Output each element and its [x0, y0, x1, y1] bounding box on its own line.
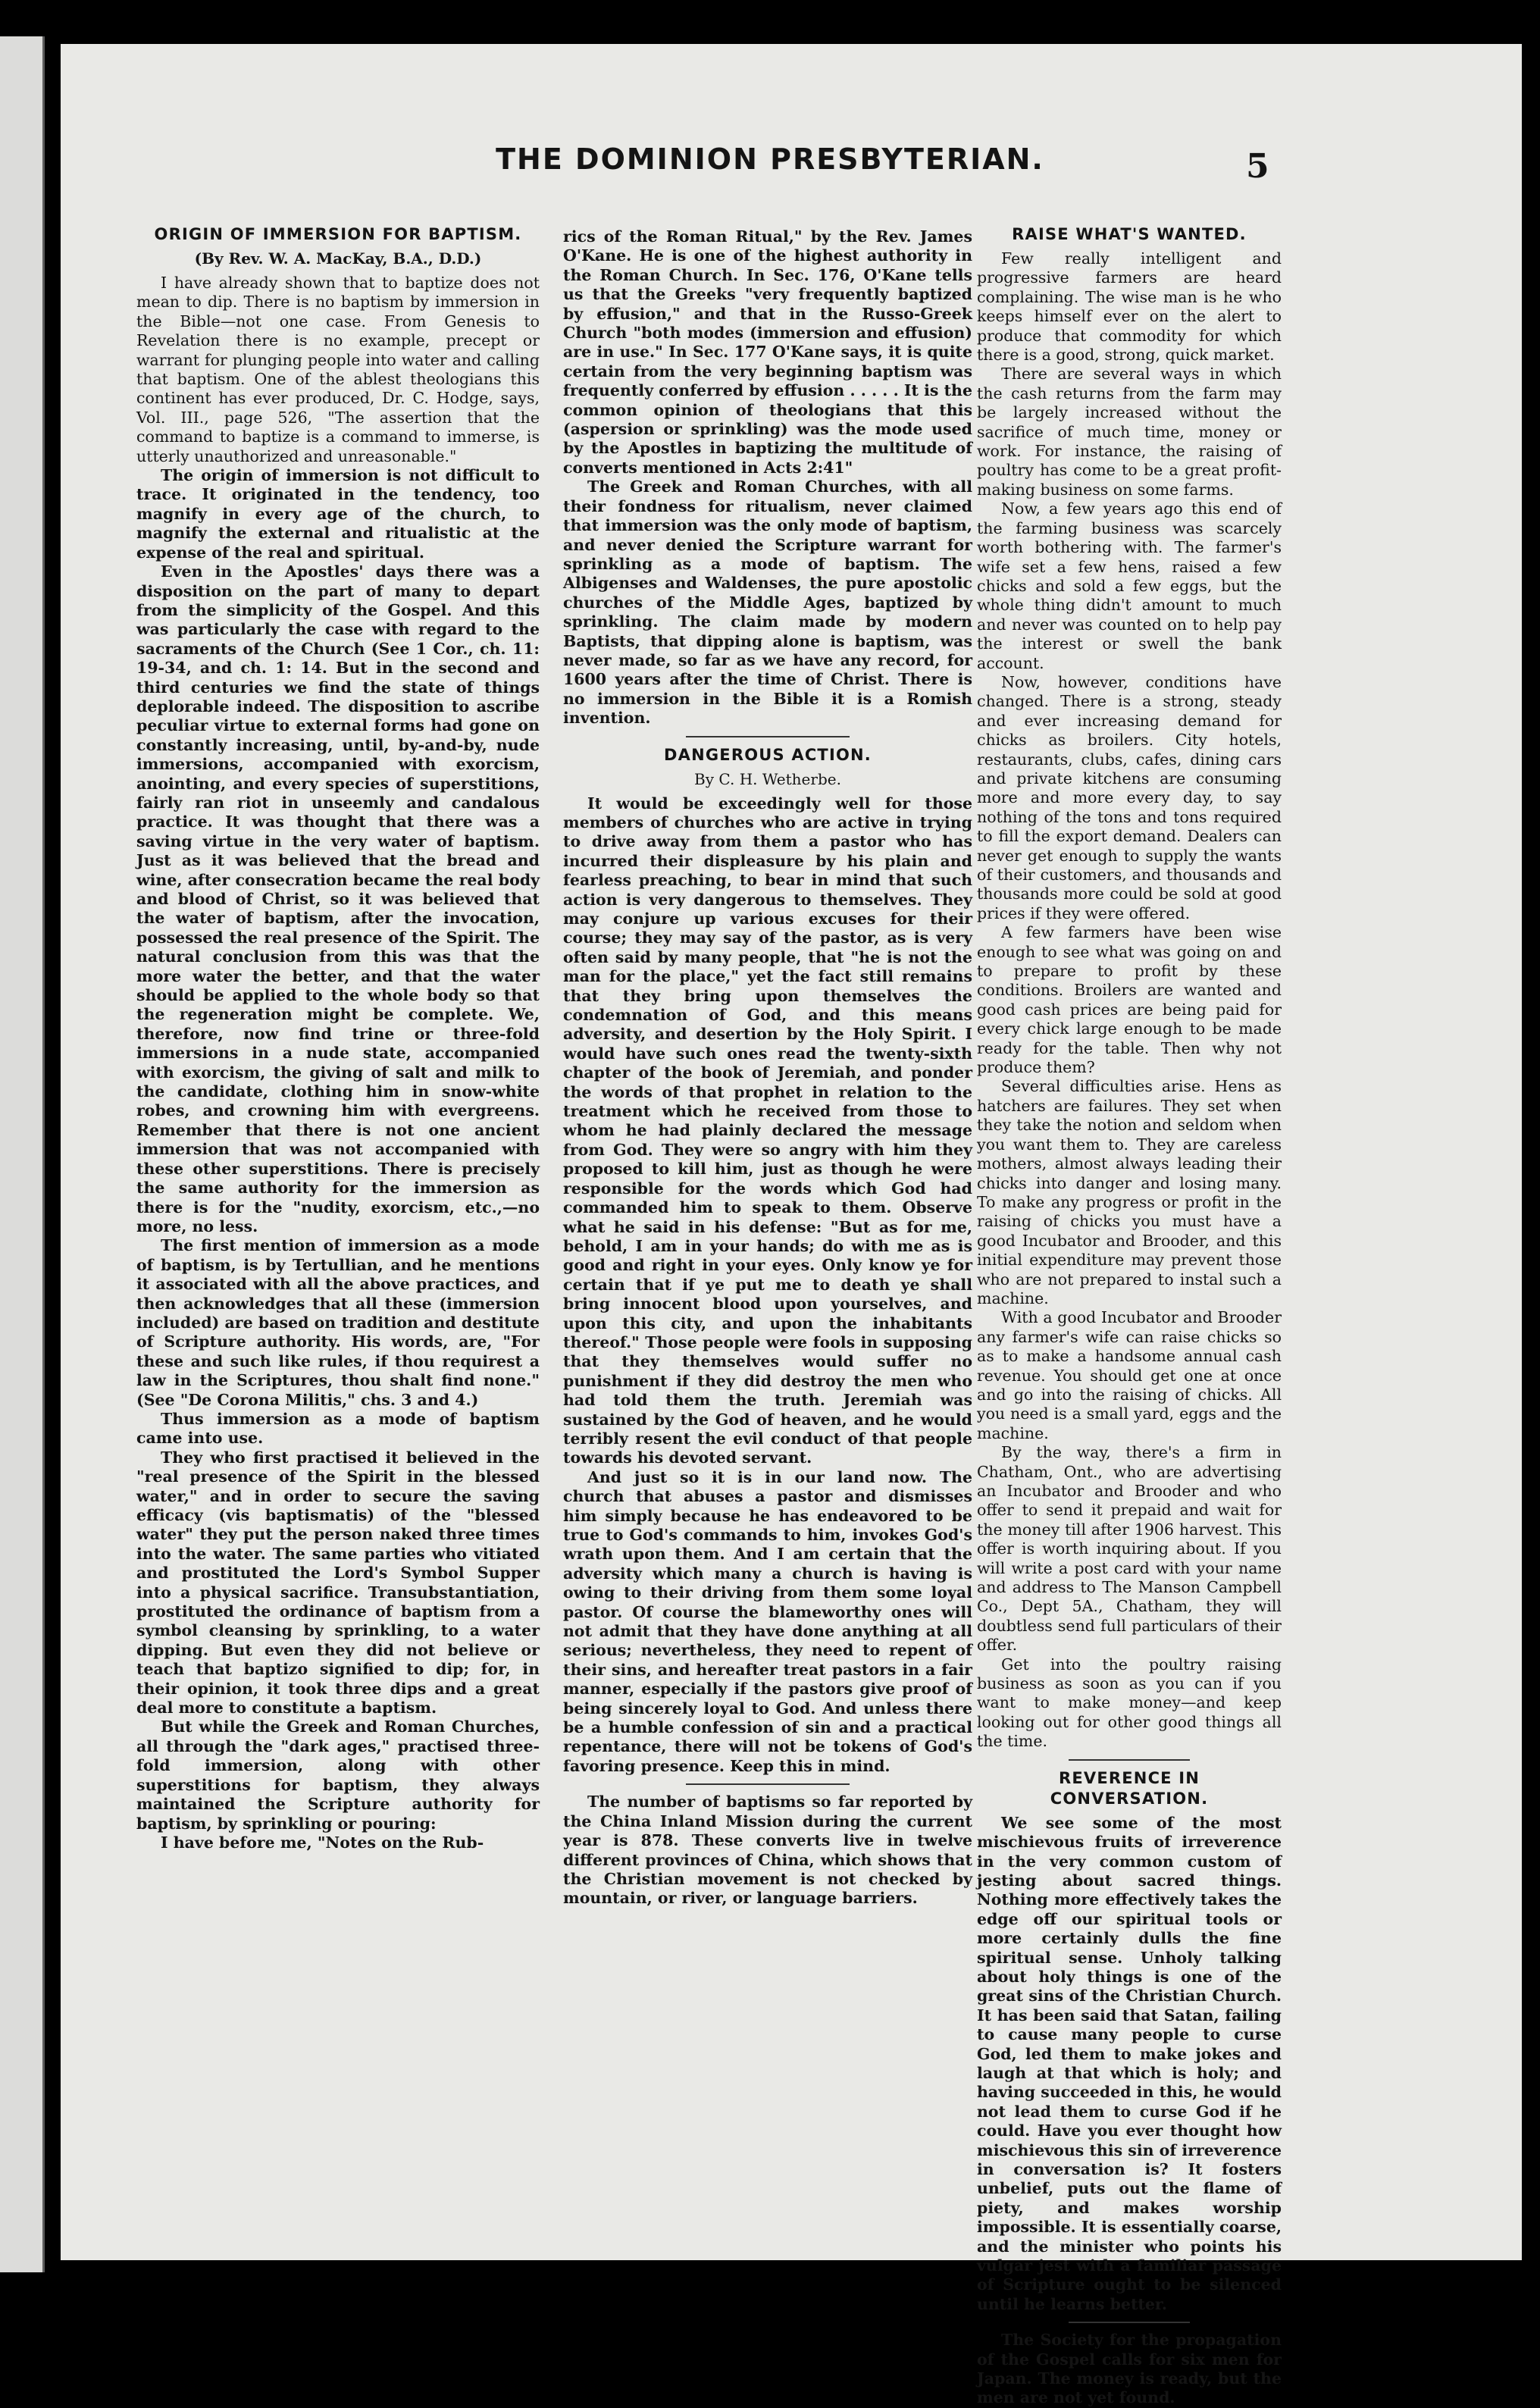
paragraph: With a good Incubator and Brooder any farmer's wife can raise chicks so as to make a handsome annual cash revenue. You should get one at once and go into the raising of chicks. All you need is a small yard, eggs and the machine.: [977, 1308, 1282, 1442]
column-1: [136, 224, 540, 1852]
divider: [1069, 1759, 1191, 1761]
paragraph: And just so it is in our land now. The church that abuses a pastor and dismisses him simply because he has endeavored to be true to God's commands to him, invokes God's wrath upon them. And I am certain that the adversity which many a church is having is owing to their driving from them some loyal pastor. Of course the blameworthy ones will not admit that they have done anything at all serious; nevertheless, they need to repent of their sins, and hereafter treat pastors in a fair manner, especially if the pastors give proof of being sincerely loyal to God. And unless there be a humble confession of sin and a practical repentance, there will not be tokens of God's favoring presence. Keep this in mind.: [563, 1467, 972, 1775]
paragraph: Few really intelligent and progressive farmers are heard complaining. The wise man is he who keeps himself ever on the alert to produce that commodity for which there is a good, strong, quick market.: [977, 249, 1282, 365]
paragraph: It would be exceedingly well for those members of churches who are active in trying to drive away from them a pastor who has incurred their displeasure by his plain and fearless preaching, to bear in mind that such action is very dangerous to themselves. They may conjure up various excuses for their course; they may say of the pastor, as is very often said by many people, that "he is not the man for the place," yet the fact still remains that they bring upon themselves the condemnation of God, and this means adversity, and desertion by the Holy Spirit. I would have such ones read the twenty-sixth chapter of the book of Jeremiah, and ponder the words of that prophet in relation to the treatment which he received from those to whom he had plainly declared the message from God. They were so angry with him they proposed to kill him, just as though he were responsible for the words which God had commanded him to speak to them. Observe what he said in his defense: "But as for me, behold, I am in your hands; do with me as is good and right in your eyes. Only know ye for certain that if ye put me to death ye shall bring innocent blood upon yourselves, and upon this city, and upon the inhabitants thereof." Those people were fools in supposing that they themselves would suffer no punishment if they did destroy the men who had told them the truth. Jeremiah was sustained by the God of heaven, and he would terribly resent the evil conduct of that people towards his devoted servant.: [563, 794, 972, 1467]
article-heading-raise-whats-wanted: RAISE WHAT'S WANTED.: [1012, 225, 1247, 243]
news-note: The Society for the propagation of the Gospel calls for six men for Japan. The money is ready, but the men are not yet found.: [977, 2331, 1282, 2407]
paragraph: A few farmers have been wise enough to see what was going on and to prepare to profit by these conditions. Broilers are wanted and good cash prices are being paid for every chick large enough to be made ready for the table. Then why not produce them?: [977, 923, 1282, 1077]
paragraph: There are several ways in which the cash returns from the farm may be largely increased without the sacrifice of much time, money or work. For instance, the raising of poultry has come to be a great profit-making business on some farms.: [977, 365, 1282, 499]
paragraph: rics of the Roman Ritual," by the Rev. James O'Kane. He is one of the highest authority in the Roman Church. In Sec. 176, O'Kane tells us that the Greeks "very frequently baptized by effusion," and that in the Russo-Greek Church "both modes (immersion and effusion) are in use." In Sec. 177 O'Kane says, it is quite certain from the very beginning baptism was frequently conferred by effusion . . . . . It is the common opinion of theologians that this (aspersion or sprinkling) was the mode used by the Apostles in baptizing the multitude of converts mentioned in Acts 2:41": [563, 227, 972, 477]
paragraph: Now, however, conditions have changed. There is a strong, steady and ever increasing demand for chicks as broilers. City hotels, restaurants, clubs, cafes, dining cars and private kitchens are consuming more and more every day, to say nothing of the tons and tons required to fill the export demand. Dealers can never get enough to supply the wants of their customers, and thousands and thousands more could be sold at good prices if they were offered.: [977, 672, 1282, 922]
paragraph: I have already shown that to baptize does not mean to dip. There is no baptism by immersion in the Bible—not one case. From Genesis to Revelation there is no example, precept or warrant for plunging people into water and calling that baptism. One of the ablest theologians this continent has ever produced, Dr. C. Hodge, says, Vol. III., page 526, "The assertion that the command to baptize is a command to immerse, is utterly unauthorized and unreasonable.": [136, 274, 540, 465]
running-title: THE DOMINION PRESBYTERIAN.: [496, 142, 1044, 176]
page-number: 5: [1246, 147, 1269, 186]
paragraph: Even in the Apostles' days there was a disposition on the part of many to depart from the simplicity of the Gospel. And this was particularly the case with regard to the sacraments of the Church (See 1 Cor., ch. 11: 19-34, and ch. 1: 14. But in the second and third centuries we find the state of things deplorable indeed. The disposition to ascribe peculiar virtue to external forms had gone on constantly increasing, until, by-and-by, nude immersions, accompanied with exorcism, anointing, and every species of superstitions, fairly ran riot in unseemly and candalous practice. It was thought that there was a saving virtue in the very water of baptism. Just as it was believed that the bread and wine, after consecration became the real body and blood of Christ, so it was believed that the water of baptism, after the invocation, possessed the real presence of the Spirit. The natural conclusion from this was that the more water the better, and that the water should be applied to the whole body so that the regeneration might be complete. We, therefore, now find trine or three-fold immersions in a nude state, accompanied with exorcism, the giving of salt and milk to the candidate, clothing him in snow-white robes, and crowning him with evergreens. Remember that there is not one ancient immersion that was not accompanied with these other superstitions. There is precisely the same authority for the immersion as there is for the "nudity, exorcism, etc.,—no more, no less.: [136, 562, 540, 1235]
paragraph: We see some of the most mischievous fruits of irreverence in the very common custom of jesting about sacred things. Nothing more effectively takes the edge off our spiritual tools or more certainly dulls the fine spiritual sense. Unholy talking about holy things is one of the great sins of the Christian Church. It has been said that Satan, failing to cause many people to curse God, led them to make jokes and laugh at that which is holy; and having succeeded in this, he would not lead them to curse God if he could. Have you ever thought how mischievous this sin of irreverence in conversation is? It fosters unbelief, puts out the flame of piety, and makes worship impossible. It is essentially coarse, and the minister who points his vulgar jest with a familiar passage of Scripture ought to be silenced until he learns better.: [977, 1813, 1282, 2313]
paragraph: The origin of immersion is not difficult to trace. It originated in the tendency, too magnify in every age of the church, to magnify the external and ritualistic at the expense of the real and spiritual.: [136, 466, 540, 562]
article-byline: (By Rev. W. A. MacKay, B.A., D.D.): [194, 249, 482, 268]
news-note: The number of baptisms so far reported by the China Inland Mission during the current year is 878. These converts live in twelve different provinces of China, which shows that the Christian movement is not checked by mountain, or river, or language barriers.: [563, 1793, 972, 1908]
page-gutter: [0, 36, 45, 2272]
paragraph: By the way, there's a firm in Chatham, Ont., who are advertising an Incubator and Brooder and who offer to send it prepaid and wait for the money till after 1906 harvest. This offer is worth inquiring about. If you will write a post card with your name and address to The Manson Campbell Co., Dept 5A., Chatham, they will doubtless send full particulars of their offer.: [977, 1443, 1282, 1655]
paragraph: The Greek and Roman Churches, with all their fondness for ritualism, never claimed that immersion was the only mode of baptism, and never denied the Scripture warrant for sprinkling as a mode of baptism. The Albigenses and Waldenses, the pure apostolic churches of the Middle Ages, baptized by sprinkling. The claim made by modern Baptists, that dipping alone is baptism, was never made, so far as we have any record, for 1600 years after the time of Christ. There is no immersion in the Bible it is a Romish invention.: [563, 478, 972, 728]
paragraph: Get into the poultry raising business as soon as you can if you want to make money—and keep looking out for other good things all the time.: [977, 1655, 1282, 1751]
column-3: [977, 224, 1282, 2408]
article-heading-reverence: REVERENCE IN CONVERSATION.: [1050, 1768, 1209, 1808]
article-heading-dangerous-action: DANGEROUS ACTION.: [664, 745, 872, 764]
paragraph: They who first practised it believed in the "real presence of the Spirit in the blessed water," and in order to secure the saving efficacy (vis baptismatis) of the "blessed water" they put the person naked three times into the water. The same parties who vitiated and prostituted the Lord's Symbol Supper into a physical sacrifice. Transubstantiation, prostituted the ordinance of baptism from a symbol cleansing by sprinkling, to a water dipping. But even they did not believe or teach that baptizo signified to dip; for, in their opinion, it took three dips and a great deal more to constitute a baptism.: [136, 1448, 540, 1718]
article-heading-immersion: ORIGIN OF IMMERSION FOR BAPTISM.: [154, 225, 522, 243]
divider: [686, 736, 850, 737]
column-2: [563, 227, 972, 1909]
divider: [686, 1783, 850, 1785]
paragraph: Thus immersion as a mode of baptism came into use.: [136, 1409, 540, 1448]
paragraph: The first mention of immersion as a mode of baptism, is by Tertullian, and he mentions it associated with all the above practices, and then acknowledges that all these (immersion included) are based on tradition and destitute of Scripture authority. His words, are, "For these and such like rules, if thou requirest a law in the Scriptures, thou shalt find none." (See "De Corona Militis," chs. 3 and 4.): [136, 1236, 540, 1409]
paragraph: But while the Greek and Roman Churches, all through the "dark ages," practised three-fold immersion, along with other superstitions for baptism, they always maintained the Scripture authority for baptism, by sprinkling or pouring:: [136, 1718, 540, 1833]
paragraph: Now, a few years ago this end of the farming business was scarcely worth bothering with. The farmer's wife set a few hens, raised a few chicks and sold a few eggs, but the whole thing didn't amount to much and never was counted on to help pay the interest or swell the bank account.: [977, 499, 1282, 672]
divider: [1069, 2322, 1191, 2323]
paragraph: I have before me, "Notes on the Rub-: [161, 1833, 484, 1852]
paragraph: Several difficulties arise. Hens as hatchers are failures. They set when they take the notion and seldom when you want them to. They are careless mothers, almost always leading their chicks into danger and losing many. To make any progress or profit in the raising of chicks you must have a good Incubator and Brooder, and this initial expenditure may prevent those who are not prepared to instal such a machine.: [977, 1077, 1282, 1307]
article-byline: By C. H. Wetherbe.: [694, 769, 841, 788]
